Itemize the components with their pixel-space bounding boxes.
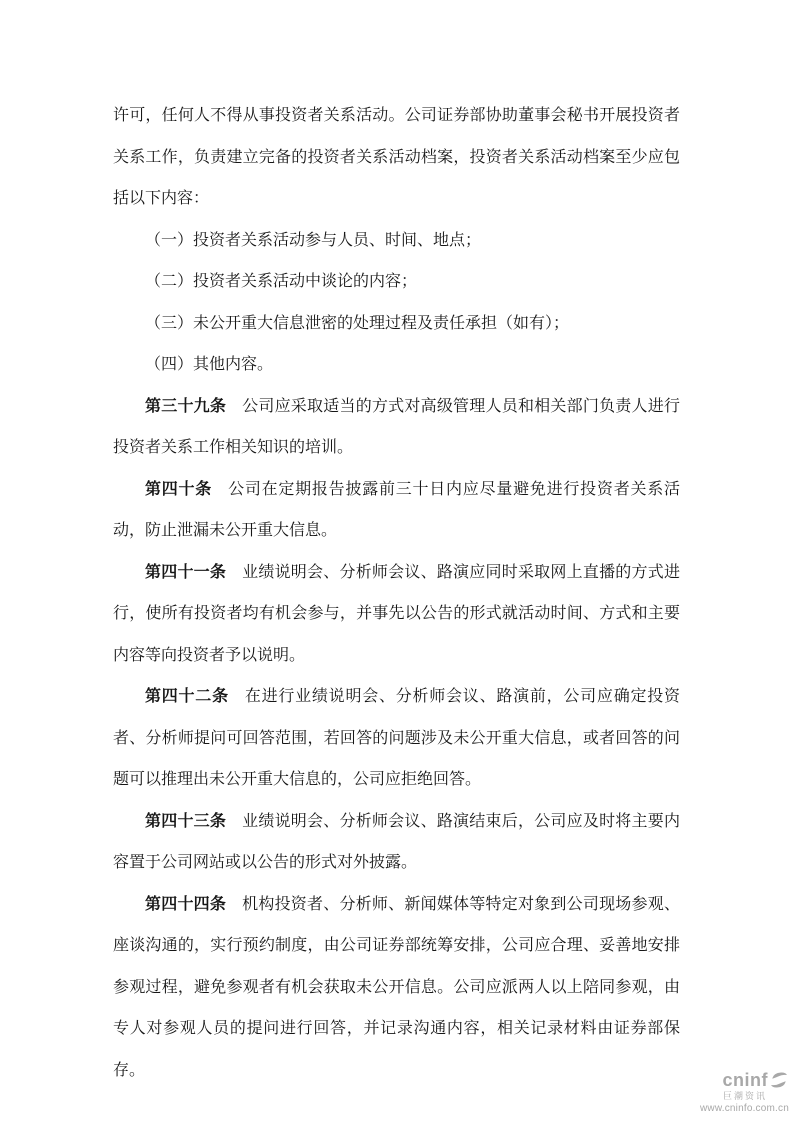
- cninfo-logo-row: [700, 1070, 789, 1090]
- paragraph-text: 业绩说明会、分析师会议、路演结束后，公司应及时将主要内容置于公司网站或以公告的形式对外披露。: [113, 812, 680, 871]
- article-number: 第四十三条: [145, 812, 227, 830]
- article-number: 第三十九条: [145, 397, 227, 415]
- list-item: [113, 220, 680, 262]
- paragraph-text: （四）其他内容。: [145, 356, 274, 373]
- paragraph-text: （二）投资者关系活动中谈论的内容；: [145, 273, 418, 290]
- list-item: [113, 303, 680, 345]
- paragraph: [113, 469, 680, 552]
- list-item: [113, 261, 680, 303]
- paragraph: [113, 386, 680, 469]
- cninfo-logo-text: cninf: [722, 1070, 768, 1090]
- paragraph-text: （三）未公开重大信息泄密的处理过程及责任承担（如有）；: [145, 314, 570, 332]
- paragraph: [113, 552, 680, 677]
- paragraph-text: 公司在定期报告披露前三十日内应尽量避免进行投资者关系活动，防止泄漏未公开重大信息。: [113, 480, 680, 539]
- cninfo-url: www.cninfo.com.cn: [700, 1103, 789, 1114]
- paragraph: [113, 801, 680, 884]
- article-number: 第四十一条: [145, 563, 227, 581]
- paragraph-text: 许可，任何人不得从事投资者关系活动。公司证券部协助董事会秘书开展投资者关系工作，负责建立完备的投资者关系活动档案，投资者关系活动档案至少应包括以下内容：: [113, 107, 680, 207]
- paragraph-text: （一）投资者关系活动参与人员、时间、地点；: [145, 231, 482, 249]
- paragraph: [113, 95, 680, 220]
- cninfo-swirl-icon: [769, 1070, 789, 1090]
- cninfo-watermark: [700, 1070, 789, 1114]
- paragraph-text: 公司应采取适当的方式对高级管理人员和相关部门负责人进行投资者关系工作相关知识的培训。: [113, 397, 680, 456]
- paragraph-text: 机构投资者、分析师、新闻媒体等特定对象到公司现场参观、座谈沟通的，实行预约制度，由公司证券部统筹安排，公司应合理、妥善地安排参观过程，避免参观者有机会获取未公开信息。公司应派两人以上陪同参观，由专人对参观人员的提问进行回答，并记录沟通内容，相关记录材料由证券部保存。: [113, 895, 680, 1079]
- article-number: 第四十条: [145, 480, 213, 498]
- paragraph: [113, 884, 680, 1092]
- list-item: [113, 344, 680, 386]
- paragraph-text: 业绩说明会、分析师会议、路演应同时采取网上直播的方式进行，使所有投资者均有机会参与，并事先以公告的形式就活动时间、方式和主要内容等向投资者予以说明。: [113, 563, 680, 664]
- paragraph: [113, 676, 680, 801]
- document-body: [113, 95, 680, 1091]
- cninfo-chinese-name: 巨潮资讯: [722, 1091, 767, 1101]
- article-number: 第四十二条: [145, 688, 229, 705]
- article-number: 第四十四条: [145, 895, 227, 913]
- paragraph-text: 在进行业绩说明会、分析师会议、路演前，公司应确定投资者、分析师提问可回答范围，若回答的问题涉及未公开重大信息，或者回答的问题可以推理出未公开重大信息的，公司应拒绝回答。: [113, 688, 680, 788]
